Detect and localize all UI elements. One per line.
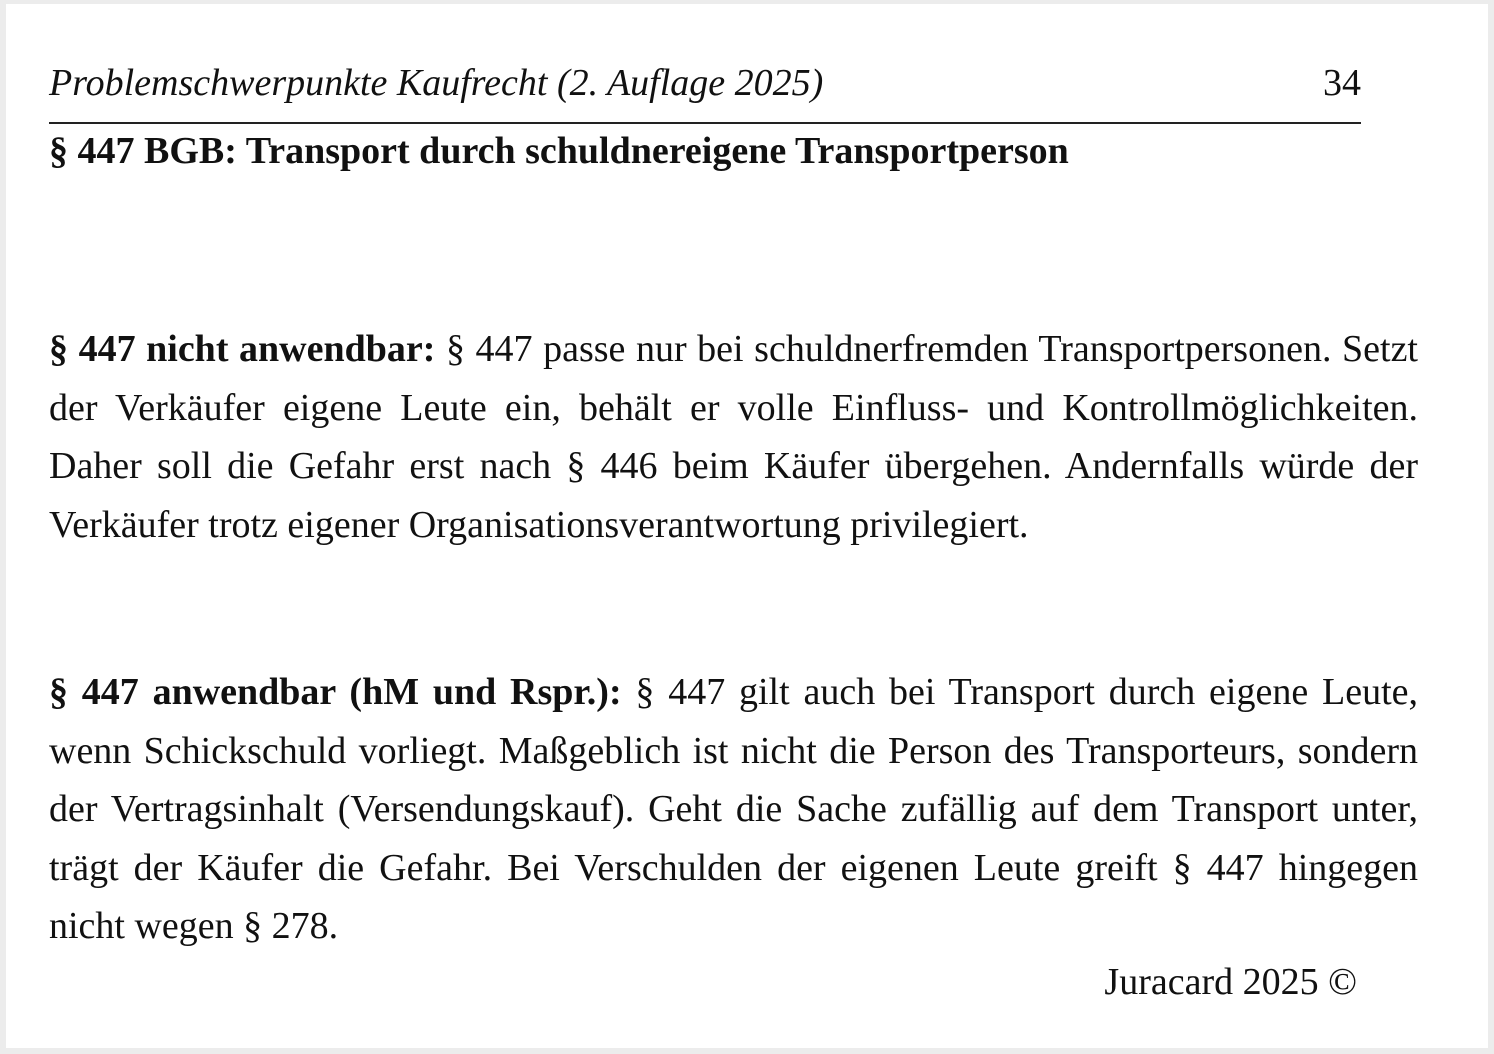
paragraph-heading: § 447 anwendbar (hM und Rspr.): bbox=[49, 671, 622, 713]
book-title: Problemschwerpunkte Kaufrecht (2. Auflage 2025) bbox=[49, 62, 824, 104]
paragraph-heading: § 447 nicht anwendbar: bbox=[49, 328, 436, 370]
copyright-notice: Juracard 2025 © bbox=[1104, 961, 1357, 1003]
header-divider bbox=[49, 122, 1361, 124]
section-title: § 447 BGB: Transport durch schuldnereigene Transportperson bbox=[49, 130, 1069, 172]
document-page bbox=[6, 4, 1488, 1048]
paragraph-applicable bbox=[49, 663, 1418, 956]
running-header bbox=[49, 60, 1361, 110]
paragraph-not-applicable bbox=[49, 320, 1418, 554]
paragraph-text: § 447 passe nur bei schuldnerfremden Transportpersonen. Setzt der Verkäufer eigene Leute ein, behält er volle Einfluss- und Kontrollmöglichkeiten. Daher soll die Gefahr erst nach § 446 beim Käufer übergehen. Andernfalls würde der Verkäufer trotz eigener Organisationsverantwortung privilegiert. bbox=[49, 328, 1418, 546]
paragraph-text: § 447 gilt auch bei Transport durch eigene Leute, wenn Schickschuld vorliegt. Maßgeblich ist nicht die Person des Transporteurs, sondern der Vertragsinhalt (Versendungskauf). Geht die Sache zufällig auf dem Transport unter, trägt der Käufer die Gefahr. Bei Verschulden der eigenen Leute greift § 447 hingegen nicht wegen § 278. bbox=[49, 671, 1418, 947]
page-number: 34 bbox=[1323, 62, 1361, 104]
